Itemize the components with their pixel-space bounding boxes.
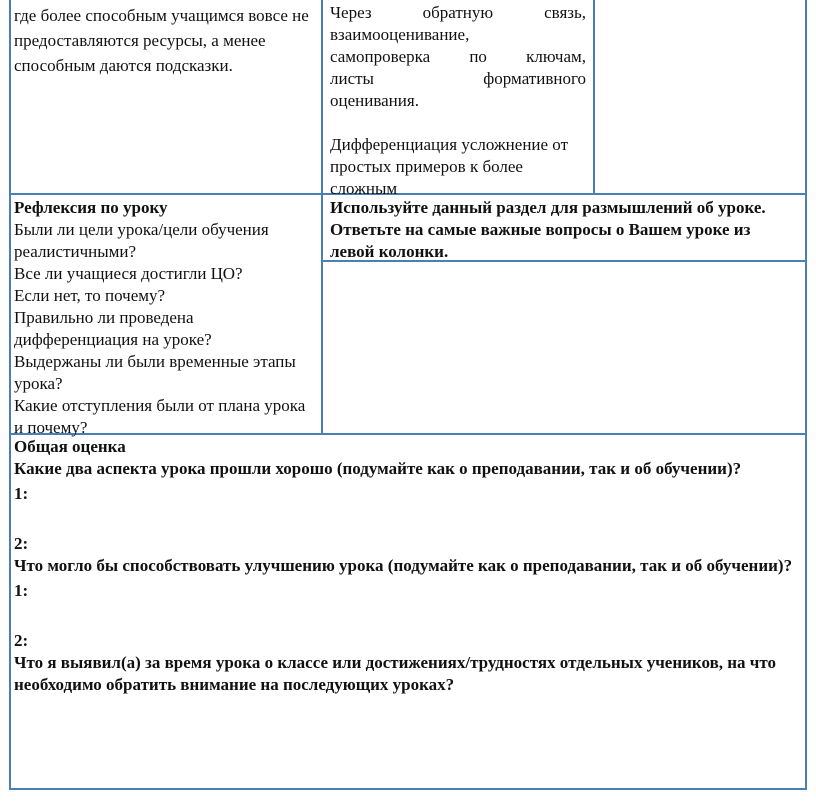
table-border-right [805,0,807,790]
improvement-answer-2: 2: [14,631,29,650]
row1-left-text: где более способным учащимся вовсе не предоставляются ресурсы, а менее способным даются подсказки. [14,6,309,75]
middle-line-4: листы формативного [330,69,586,88]
reflection-answer-cell[interactable] [326,264,802,430]
went-well-answer-1: 1: [14,484,29,503]
reflection-question: Правильно ли проведена дифференциация на уроке? [14,308,212,349]
reflection-question: Выдержаны ли были временные этапы урока? [14,352,296,393]
middle-line-2: взаимооценивание, [330,25,470,44]
middle-line-1: Через обратную связь, [330,3,586,22]
overall-assessment-cell [14,436,800,696]
question-went-well: Какие два аспекта урока прошли хорошо (подумайте как о преподавании, так и об обучении)? [14,459,742,478]
reflection-question: Были ли цели урока/цели обучения реалистичными? [14,220,269,261]
reflection-question: Если нет, то почему? [14,286,166,305]
table-border-left [9,0,11,790]
reflection-questions-cell [14,197,314,439]
reflection-question: Все ли учащиеся достигли ЦО? [14,264,243,283]
row1-middle-cell [330,2,586,200]
reflection-question: Какие отступления были от плана урока и почему? [14,396,306,437]
middle-line-3: самопроверка по ключам, [330,47,586,66]
column-divider-row1-row2 [321,0,323,435]
reflection-instruction: Используйте данный раздел для размышлений об уроке. Ответьте на самые важные вопросы о Вашем уроке из левой колонки. [330,198,766,261]
question-class-findings: Что я выявил(а) за время урока о классе или достижениях/трудностях отдельных учеников, на что необходимо обратить внимание на последующих уроках? [14,653,777,694]
column-divider-row1-right [593,0,595,195]
overall-assessment-title: Общая оценка [14,437,126,456]
reflection-instruction-cell [330,197,796,263]
middle-line-5: оценивания. [330,91,419,110]
improvement-answer-1: 1: [14,581,29,600]
table-border-bottom [9,788,807,790]
row1-left-cell [14,3,316,78]
question-improvement: Что могло бы способствовать улучшению урока (подумайте как о преподавании, так и об обучении)? [14,556,793,575]
middle-differentiation-text: Дифференциация усложнение от простых примеров к более сложным [330,135,569,198]
went-well-answer-2: 2: [14,534,29,553]
reflection-title: Рефлексия по уроку [14,198,168,217]
